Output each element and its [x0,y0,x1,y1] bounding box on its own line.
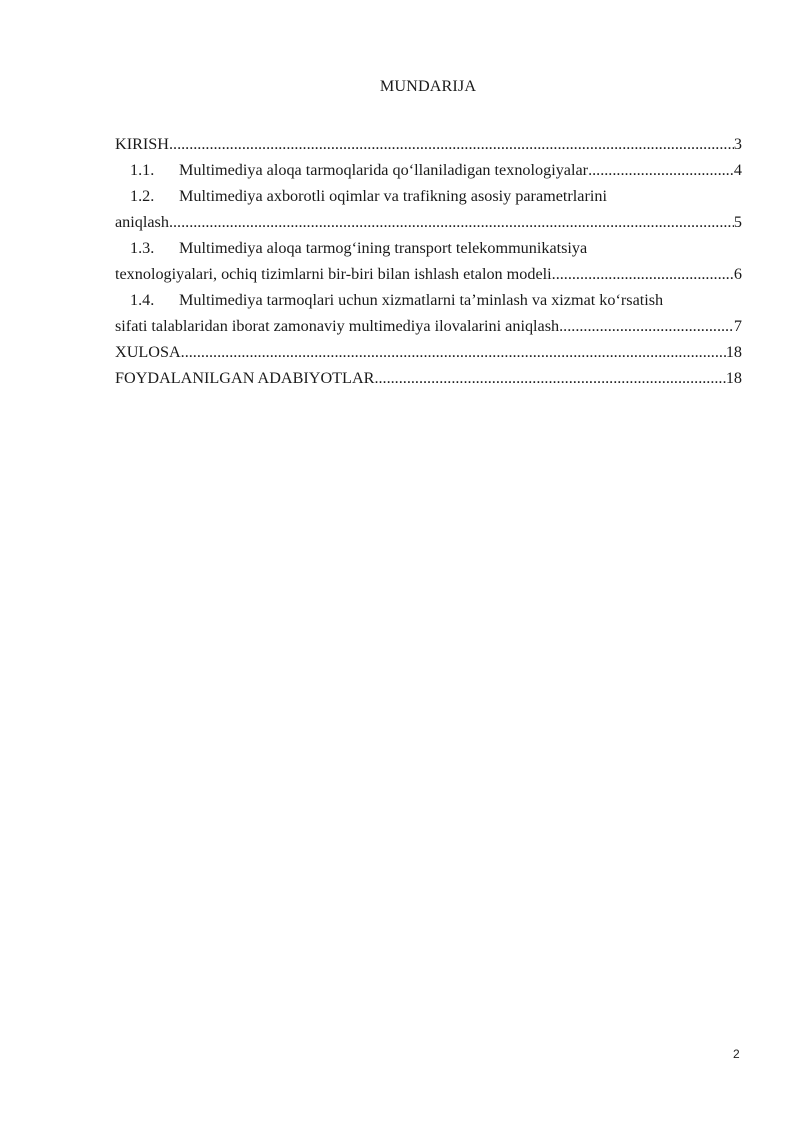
dot-leader [169,131,734,157]
table-of-contents [115,131,742,391]
toc-entry-label-line2: sifati talablaridan iborat zamonaviy multimediya ilovalarini aniqlash [115,317,560,335]
toc-entry-label-line1: Multimediya tarmoqlari uchun xizmatlarni ta’minlash va xizmat ko‘rsatish [179,291,664,309]
toc-entry-kirish[interactable] [115,131,742,157]
toc-entry-label-line1: Multimediya axborotli oqimlar va trafikning asosiy parametrlarini [179,187,607,205]
toc-entry-label: Multimediya aloqa tarmoqlarida qo‘llaniladigan texnologiyalar [179,161,589,179]
dot-leader [559,313,734,339]
page-number: 2 [733,1047,740,1061]
toc-entry-page: 18 [725,369,742,387]
section-number: 1.1. [130,161,155,179]
dot-leader [374,365,725,391]
toc-entry-label-line1: Multimediya aloqa tarmog‘ining transport telekommunikatsiya [179,239,588,257]
dot-leader [588,157,734,183]
toc-entry-page: 3 [733,135,742,153]
toc-entry-page: 5 [733,213,742,231]
toc-entry-page: 7 [733,317,742,335]
dot-leader [181,339,726,365]
toc-entry-adabiyotlar[interactable] [115,365,742,391]
toc-title: MUNDARIJA [379,77,477,95]
toc-entry-label: KIRISH [115,135,169,153]
toc-entry-label-line2: aniqlash [115,213,169,231]
toc-entry-1-2[interactable] [115,183,742,235]
toc-entry-label: XULOSA [115,343,181,361]
toc-entry-1-1[interactable] [115,157,742,183]
section-number: 1.3. [130,239,155,257]
dot-leader [552,261,734,287]
dot-leader [169,209,734,235]
toc-entry-label-line2: texnologiyalari, ochiq tizimlarni bir-biri bilan ishlash etalon modeli [115,265,552,283]
toc-entry-1-4[interactable] [115,287,742,339]
toc-entry-label: FOYDALANILGAN ADABIYOTLAR [115,369,375,387]
toc-entry-1-3[interactable] [115,235,742,287]
section-number: 1.4. [130,291,155,309]
section-number: 1.2. [130,187,155,205]
toc-entry-page: 18 [725,343,742,361]
toc-entry-page: 4 [733,161,742,179]
toc-entry-page: 6 [733,265,742,283]
toc-entry-xulosa[interactable] [115,339,742,365]
